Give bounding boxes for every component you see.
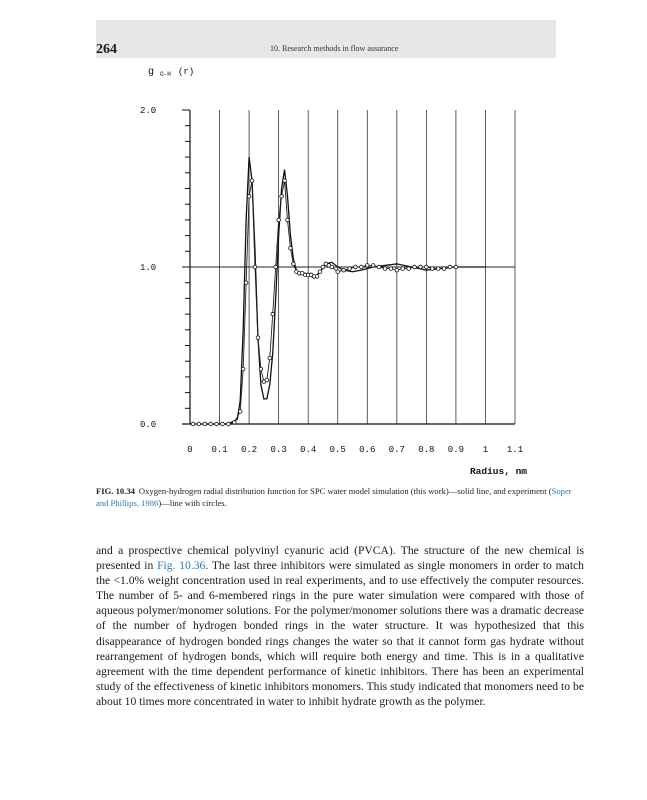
x-tick-label: 0.4 <box>300 445 317 455</box>
y-axis-label-arg: (r) <box>178 67 195 77</box>
x-tick-label: 0.6 <box>359 445 376 455</box>
data-point-experiment <box>342 268 346 272</box>
data-point-experiment <box>413 265 417 269</box>
rdf-chart <box>130 60 550 480</box>
figure-10-34 <box>130 60 550 480</box>
caption-label: FIG. 10.34 <box>96 486 135 496</box>
figure-reference-link[interactable]: Fig. 10.36 <box>157 559 206 573</box>
data-point-experiment <box>425 265 429 269</box>
x-tick-label: 1 <box>482 445 489 455</box>
series-line-experiment <box>193 181 456 424</box>
x-axis-label: Radius, nm <box>469 466 527 477</box>
data-point-experiment <box>286 218 290 222</box>
data-point-experiment <box>407 267 411 271</box>
data-point-experiment <box>268 356 272 360</box>
data-point-experiment <box>365 264 369 268</box>
data-point-experiment <box>238 410 242 414</box>
data-point-experiment <box>289 246 293 250</box>
caption-text: Oxygen-hydrogen radial distribution function for SPC water model simulation (this work)—solid line, and experiment ( <box>138 486 552 496</box>
data-point-experiment <box>395 268 399 272</box>
data-point-experiment <box>419 265 423 269</box>
data-point-experiment <box>321 265 325 269</box>
y-tick-label: 0.0 <box>140 420 157 430</box>
data-point-experiment <box>292 262 296 266</box>
paragraph-text-1: and a prospective chemical polyvinyl cyanuric acid (PVCA). The structure of the new chemical is presented in <box>96 544 584 573</box>
data-point-experiment <box>371 264 375 268</box>
data-point-experiment <box>442 267 446 271</box>
data-point-experiment <box>227 422 231 426</box>
data-point-experiment <box>265 378 269 382</box>
body-paragraph <box>96 543 584 709</box>
caption-reference-link[interactable]: Soper and Phillips, 1986 <box>96 486 572 508</box>
data-point-experiment <box>330 265 334 269</box>
page-number: 264 <box>96 42 117 57</box>
data-point-experiment <box>389 267 393 271</box>
data-point-experiment <box>448 265 452 269</box>
data-point-experiment <box>277 218 281 222</box>
data-point-experiment <box>348 267 352 271</box>
data-point-experiment <box>221 422 225 426</box>
data-point-experiment <box>283 179 287 183</box>
x-tick-label: 0.1 <box>211 445 228 455</box>
data-point-experiment <box>436 267 440 271</box>
data-point-experiment <box>197 422 201 426</box>
x-tick-label: 0.3 <box>270 445 287 455</box>
data-point-experiment <box>241 367 245 371</box>
caption-text-end: )—line with circles. <box>158 498 227 508</box>
data-point-experiment <box>383 267 387 271</box>
figure-caption <box>96 485 584 509</box>
data-point-experiment <box>454 265 458 269</box>
x-tick-label: 0.9 <box>447 445 465 455</box>
running-title: 10. Research methods in flow assurance <box>270 44 399 53</box>
y-tick-label: 2.0 <box>140 106 157 116</box>
data-point-experiment <box>253 265 257 269</box>
data-point-experiment <box>203 422 207 426</box>
x-tick-label: 0.8 <box>418 445 435 455</box>
data-point-experiment <box>354 265 358 269</box>
y-axis-label-sub: O-H <box>160 71 171 78</box>
data-point-experiment <box>233 421 237 425</box>
data-point-experiment <box>360 265 364 269</box>
data-point-experiment <box>377 265 381 269</box>
data-point-experiment <box>259 367 263 371</box>
x-tick-label: 0.5 <box>329 445 346 455</box>
data-point-experiment <box>401 267 405 271</box>
y-tick-label: 1.0 <box>140 263 157 273</box>
data-point-experiment <box>215 422 219 426</box>
data-point-experiment <box>209 422 213 426</box>
data-point-experiment <box>247 195 251 199</box>
data-point-experiment <box>244 281 248 285</box>
data-point-experiment <box>256 336 260 340</box>
x-tick-label: 0.7 <box>388 445 405 455</box>
x-tick-label: 0.2 <box>240 445 258 455</box>
data-point-experiment <box>430 267 434 271</box>
data-point-experiment <box>336 270 340 274</box>
x-tick-label: 1.1 <box>506 445 524 455</box>
data-point-experiment <box>191 422 195 426</box>
data-point-experiment <box>315 275 319 279</box>
data-point-experiment <box>318 270 322 274</box>
data-point-experiment <box>280 195 284 199</box>
data-point-experiment <box>274 265 278 269</box>
x-tick-label: 0 <box>187 445 193 455</box>
data-point-experiment <box>250 179 254 183</box>
y-axis-label-main: g <box>148 67 155 78</box>
data-point-experiment <box>271 312 275 316</box>
paragraph-text-2: . The last three inhibitors were simulated as single monomers in order to match the <1.0% weight concentration used in real experiments, and to use effectively the computer resources. The number of 5- and 6-membered rings in the pure water simulation were compared with those of aqueous polymer/monomer solutions. For the polymer/monomer solutions there was a dramatic decrease of the number of hydrogen bonded rings in the water structure. It was hypothesized that this disappearance of hydrogen bonded rings changes the water so that it cannot form gas hydrate without rearrangement of hydrogen bonds, which will require both energy and time. This is in a qualitative agreement with the time dependent performance of kinetic inhibitors. There has been an experimental study of the effectiveness of kinetic inhibitors monomers. This study indicated that monomers need to be about 10 times more concentrated in water to inhibit hydrate growth as the polymer. <box>96 559 584 708</box>
